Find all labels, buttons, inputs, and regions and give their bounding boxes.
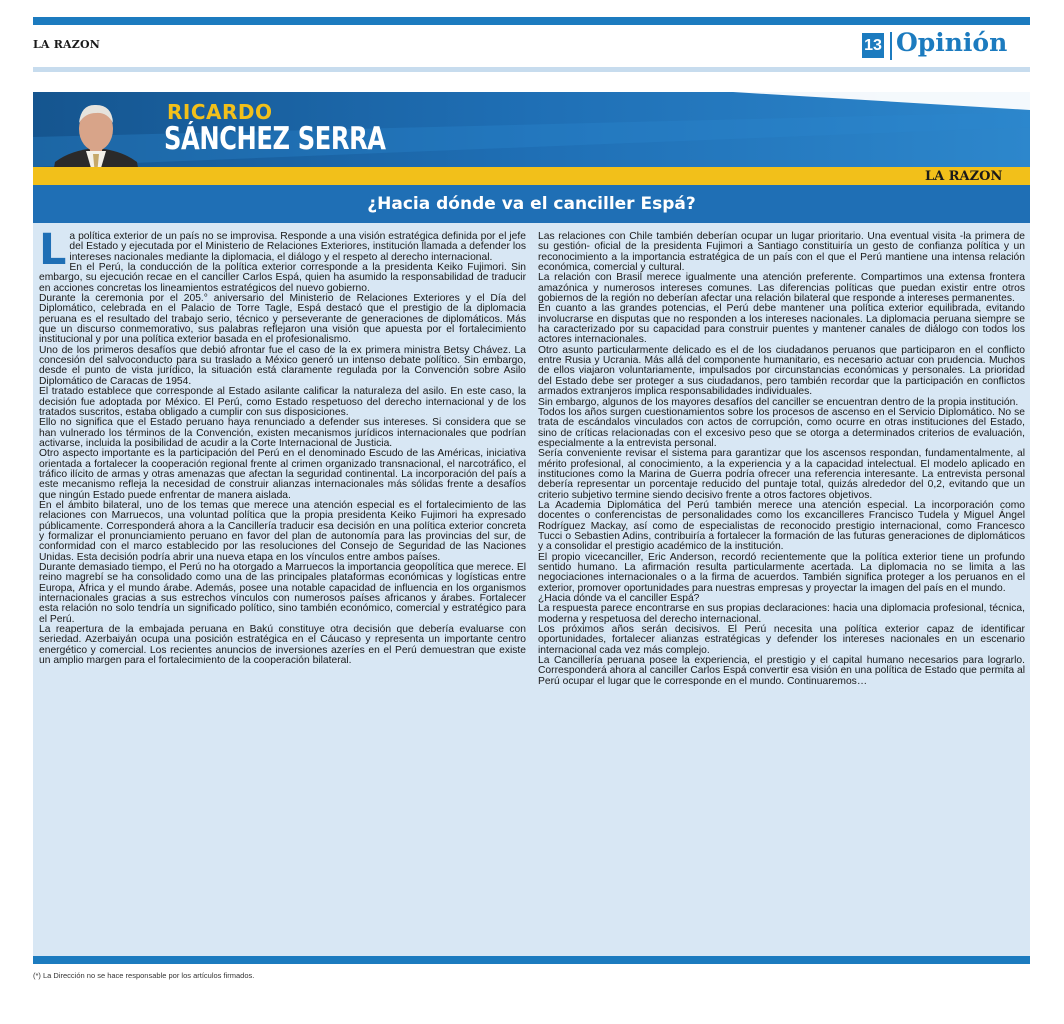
author-last-name: SÁNCHEZ SERRA bbox=[164, 121, 386, 157]
bottom-rule bbox=[33, 956, 1030, 964]
article-paragraph: Uno de los primeros desafíos que debió afrontar fue el caso de la ex primera ministra Betsy Chávez. La concesión del salvoconducto para su traslado a México generó un intenso debate político. Sin embargo, desde el punto de vista jurídico, la situación está claramente regulada por la Convención sobre Asilo Diplomático de Caracas de 1954. bbox=[39, 344, 526, 387]
article-paragraph: Durante la ceremonia por el 205.° aniversario del Ministerio de Relaciones Exteriores y el Día del Diplomático, celebrada en el Palacio de Torre Tagle, Espá destacó que el prestigio de la diplomacia peruana es el resultado del trabajo serio, técnico y perseverante de generaciones de diplomáticos. Más que un discurso conmemorativo, sus palabras reflejaron una visión que apuesta por el fortalecimiento institucional y por una política exterior basada en el profesionalismo. bbox=[39, 293, 526, 346]
column-2-body bbox=[538, 232, 1025, 687]
headline-bar bbox=[33, 185, 1030, 223]
article-paragraph: Los próximos años serán decisivos. El Perú necesita una política exterior capaz de identificar oportunidades, fortalecer alianzas estratégicas y defender los intereses nacionales en un escenario internacional cada vez más complejo. bbox=[538, 624, 1025, 656]
article-paragraph: Durante demasiado tiempo, el Perú no ha otorgado a Marruecos la importancia geopolítica que merece. El reino magrebí se ha consolidado como una de las principales plataformas económicas y logísticas entre Europa, África y el mundo árabe. Además, posee una notable capacidad de influencia en los organismos internacionales gracias a sus estrechos vínculos con numerosos países africanos y árabes. Fortalecer esta relación no solo tendría un significado político, sino también económico, comercial y estratégico para el Perú. bbox=[39, 562, 526, 625]
article-paragraph: Ello no significa que el Estado peruano haya renunciado a defender sus intereses. Si considera que se han vulnerado los términos de la Convención, existen mecanismos jurídicos internacionales que podrían activarse, incluida la posibilidad de acudir a la Corte Internacional de Justicia. bbox=[39, 417, 526, 449]
author-first-name: RICARDO bbox=[167, 100, 273, 124]
page-number-badge: 13 bbox=[862, 33, 884, 58]
article-paragraph: En el Perú, la conducción de la política exterior corresponde a la presidenta Keiko Fujimori. Sin embargo, su ejecución recae en el canciller Carlos Espá, quien ha asumido la responsabilidad de traducir en acciones concretas los lineamientos estratégicos del nuevo gobierno. bbox=[39, 262, 526, 294]
article-paragraph: La relación con Brasil merece igualmente una atención preferente. Compartimos una extensa frontera amazónica y numerosos intereses comunes. Las diferencias políticas que puedan existir entre otros gobiernos de la región no deberían afectar una relación bilateral que responde a intereses permanentes. bbox=[538, 272, 1025, 305]
article-paragraph: Todos los años surgen cuestionamientos sobre los procesos de ascenso en el Servicio Diplomático. No se trata de escándalos vinculados con actos de corrupción, como ocurre en otras instituciones del Estado, sino de críticas relacionadas con el excesivo peso que se otorga a determinados criterios de evaluación, especialmente a la entrevista personal. bbox=[538, 406, 1025, 449]
top-rule bbox=[33, 17, 1030, 25]
article-paragraph: Otro asunto particularmente delicado es el de los ciudadanos peruanos que participaron en el conflicto entre Rusia y Ucrania. Más allá del componente humanitario, es necesario actuar con prudencia. Muchos de ellos viajaron voluntariamente, impulsados por circunstancias económicas y personales. La prioridad del Estado debe ser proteger a sus ciudadanos, pero también recordar que la participación en conflictos armados extranjeros implica responsabilidades individuales. bbox=[538, 344, 1025, 398]
article-title: ¿Hacia dónde va el canciller Espá? bbox=[367, 194, 696, 214]
article-paragraph: Sería conveniente revisar el sistema para garantizar que los ascensos respondan, fundamentalmente, al mérito profesional, al conocimiento, a la experiencia y a la capacidad intelectual. El modelo aplicado en instituciones como la Marina de Guerra podría ofrecer una referencia interesante. La entrevista personal debería representar un porcentaje reducido del puntaje total, quizás alrededor del 0,2, evitando que un criterio subjetivo termine siendo decisivo frente a otros factores objetivos. bbox=[538, 448, 1025, 501]
section-divider bbox=[890, 32, 892, 60]
header-underline bbox=[33, 67, 1030, 72]
author-accent-band bbox=[33, 167, 1030, 185]
article-paragraph: El tratado establece que corresponde al Estado asilante calificar la naturaleza del asilo. En este caso, la decisión fue adoptada por México. El Perú, como Estado respetuoso del derecho internacional y de los tratados suscritos, estaba obligado a cumplir con sus disposiciones. bbox=[39, 386, 526, 418]
article-paragraph: La reapertura de la embajada peruana en Bakú constituye otra decisión que debería evaluarse con seriedad. Azerbaiyán ocupa una posición estratégica en el Cáucaso y representa un importante centro energético y comercial. Los recientes anuncios de inversiones azeríes en el Perú demuestran que existe un amplio margen para el fortalecimiento de la cooperación bilateral. bbox=[39, 624, 526, 667]
column-1-body bbox=[39, 263, 526, 666]
article-paragraph: En cuanto a las grandes potencias, el Perú debe mantener una política exterior equilibrada, evitando involucrarse en disputas que no responden a los intereses nacionales. La diplomacia peruana siempre se ha caracterizado por su capacidad para construir puentes y mantener canales de diálogo con todos los actores internacionales. bbox=[538, 303, 1025, 346]
article-column-1 bbox=[39, 225, 526, 667]
article-paragraph: La Academia Diplomática del Perú también merece una atención especial. La incorporación como docentes o conferencistas de personalidades como los excancilleres Francisco Tudela y Miguel Ángel Rodríguez Mackay, así como de especialistas de reconocido prestigio internacional, como Francesco Tucci o Sebastien Adins, contribuiría a fortalecer la formación de las futuras generaciones de diplomáticos y a consolidar el prestigio académico de la institución. bbox=[538, 499, 1025, 553]
article-paragraph: El propio vicecanciller, Eric Anderson, recordó recientemente que la política exterior tiene un profundo sentido humano. La afirmación resulta particularmente acertada. La diplomacia no se limita a las negociaciones internacionales o a la firma de acuerdos. También significa proteger a los peruanos en el exterior, promover oportunidades para nuestras empresas y proyectar la imagen del país en el mundo. bbox=[538, 551, 1025, 594]
article-paragraph: Otro aspecto importante es la participación del Perú en el denominado Escudo de las Américas, iniciativa orientada a fortalecer la cooperación regional frente al crimen organizado transnacional, el narcotráfico, el tráfico ilícito de armas y otras amenazas que afectan la seguridad continental. La incorporación del país a este mecanismo refleja la necesidad de construir alianzas internacionales más sólidas frente a desafíos que ningún Estado puede enfrentar de manera aislada. bbox=[39, 448, 526, 501]
article-paragraph: En el ámbito bilateral, uno de los temas que merece una atención especial es el fortalecimiento de las relaciones con Marruecos, una voluntad política que la propia presidenta Keiko Fujimori ha expresado públicamente. Corresponderá ahora a la Cancillería traducir esa decisión en una política exterior concreta y formalizar el pronunciamiento peruano en favor del plan de autonomía para las provincias del sur, de conformidad con el marco establecido por las resoluciones del Consejo de Seguridad de las Naciones Unidas. Esta decisión podría abrir una nueva etapa en los vínculos entre ambos países. bbox=[39, 499, 526, 563]
article-paragraph bbox=[39, 225, 526, 275]
article-paragraph: La Cancillería peruana posee la experiencia, el prestigio y el capital humano necesarios para lograrlo. Corresponderá ahora al canciller Carlos Espá convertir esa visión en una política de Estado que permita al Perú ocupar el lugar que le corresponde en el mundo. Continuaremos… bbox=[538, 655, 1025, 687]
first-paragraph-text: a política exterior de un país no se improvisa. Responde a una visión estratégica definida por el jefe del Estado y ejecutada por el Ministerio de Relaciones Exteriores, institución llamada a defender los intereses nacionales mediante la diplomacia, el diálogo y el respeto al derecho internacional. bbox=[69, 231, 526, 263]
section-title: Opinión bbox=[896, 28, 1008, 57]
article-paragraph: Las relaciones con Chile también deberían ocupar un lugar prioritario. Una eventual visita -la primera de su gestión- oficial de la presidenta Fujimori a Santiago constituiría un gesto de confianza política y un reconocimiento a la importancia estratégica de un país con el que el Perú mantiene una intensa relación económica, comercial y cultural. bbox=[538, 231, 1025, 274]
masthead-logo: LA RAZON bbox=[33, 38, 101, 51]
banner-logo: LA RAZON bbox=[925, 169, 1003, 184]
article-paragraph: La respuesta parece encontrarse en sus propias declaraciones: hacia una diplomacia profesional, técnica, moderna y respetuosa del derecho internacional. bbox=[538, 603, 1025, 625]
drop-cap: L bbox=[39, 225, 67, 275]
article-paragraph: ¿Hacia dónde va el canciller Espá? bbox=[538, 593, 700, 605]
disclaimer-footnote: (*) La Dirección no se hace responsable por los artículos firmados. bbox=[33, 971, 255, 980]
article-paragraph: Sin embargo, algunos de los mayores desafíos del canciller se encuentran dentro de la propia institución. bbox=[538, 396, 1019, 408]
article-column-2 bbox=[538, 232, 1025, 687]
